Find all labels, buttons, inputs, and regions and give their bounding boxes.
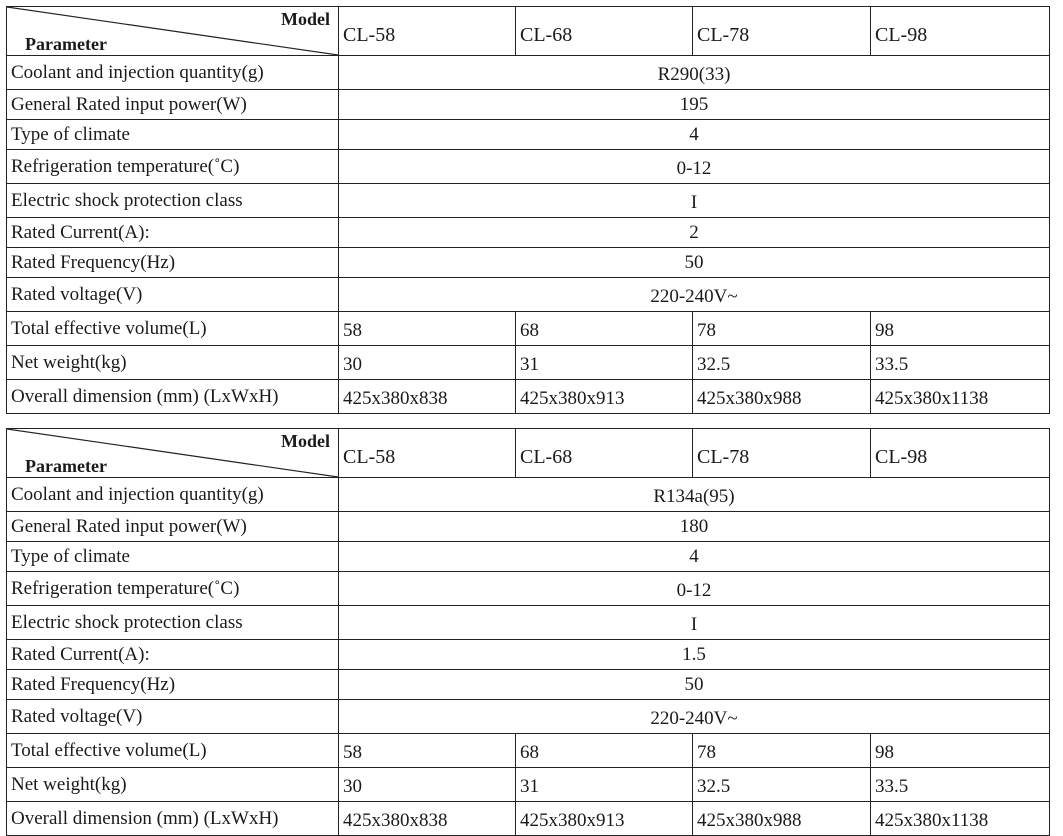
current-value: 2 <box>339 218 1050 248</box>
volume-value: 58 <box>339 312 516 346</box>
row-weight <box>7 346 1050 380</box>
row-label: Refrigeration temperature(˚C) <box>7 572 339 606</box>
coolant-value: R134a(95) <box>339 478 1050 512</box>
row-label: Rated voltage(V) <box>7 700 339 734</box>
model-header-cl98: CL-98 <box>871 7 1050 56</box>
row-label: Coolant and injection quantity(g) <box>7 478 339 512</box>
dimension-value: 425x380x1138 <box>871 380 1050 414</box>
row-climate <box>7 120 1050 150</box>
row-current <box>7 640 1050 670</box>
dimension-value: 425x380x838 <box>339 802 516 836</box>
spec-table-r134a <box>6 428 1050 836</box>
row-label: Total effective volume(L) <box>7 734 339 768</box>
row-coolant <box>7 56 1050 90</box>
weight-value: 32.5 <box>693 346 871 380</box>
model-label: Model <box>281 9 330 29</box>
dimension-value: 425x380x1138 <box>871 802 1050 836</box>
row-frequency <box>7 248 1050 278</box>
row-climate <box>7 542 1050 572</box>
weight-value: 30 <box>339 768 516 802</box>
volume-value: 98 <box>871 312 1050 346</box>
spec-table-r290 <box>6 6 1050 414</box>
row-label: Type of climate <box>7 542 339 572</box>
power-value: 180 <box>339 512 1050 542</box>
volume-value: 58 <box>339 734 516 768</box>
volume-value: 78 <box>693 734 871 768</box>
weight-value: 32.5 <box>693 768 871 802</box>
row-label: Rated Current(A): <box>7 218 339 248</box>
coolant-value: R290(33) <box>339 56 1050 90</box>
model-header-cl68: CL-68 <box>516 429 693 478</box>
model-header-cl68: CL-68 <box>516 7 693 56</box>
volume-value: 68 <box>516 734 693 768</box>
parameter-model-header <box>7 7 339 56</box>
row-temperature <box>7 572 1050 606</box>
parameter-label: Parameter <box>25 34 107 54</box>
weight-value: 33.5 <box>871 768 1050 802</box>
model-header-cl58: CL-58 <box>339 429 516 478</box>
volume-value: 78 <box>693 312 871 346</box>
row-label: Rated Frequency(Hz) <box>7 248 339 278</box>
row-label: Total effective volume(L) <box>7 312 339 346</box>
row-label: Overall dimension (mm) (LxWxH) <box>7 380 339 414</box>
row-label: Electric shock protection class <box>7 184 339 218</box>
row-label: Rated Current(A): <box>7 640 339 670</box>
row-dimension <box>7 802 1050 836</box>
row-label: Net weight(kg) <box>7 768 339 802</box>
model-header-cl98: CL-98 <box>871 429 1050 478</box>
row-voltage <box>7 700 1050 734</box>
header-row <box>7 429 1050 478</box>
row-label: Overall dimension (mm) (LxWxH) <box>7 802 339 836</box>
volume-value: 68 <box>516 312 693 346</box>
row-label: Coolant and injection quantity(g) <box>7 56 339 90</box>
dimension-value: 425x380x913 <box>516 802 693 836</box>
frequency-value: 50 <box>339 248 1050 278</box>
model-header-cl78: CL-78 <box>693 7 871 56</box>
row-temperature <box>7 150 1050 184</box>
climate-value: 4 <box>339 542 1050 572</box>
row-label: Rated voltage(V) <box>7 278 339 312</box>
row-power <box>7 512 1050 542</box>
volume-value: 98 <box>871 734 1050 768</box>
row-voltage <box>7 278 1050 312</box>
weight-value: 30 <box>339 346 516 380</box>
parameter-label: Parameter <box>25 456 107 476</box>
row-label: Refrigeration temperature(˚C) <box>7 150 339 184</box>
weight-value: 33.5 <box>871 346 1050 380</box>
row-volume <box>7 312 1050 346</box>
weight-value: 31 <box>516 768 693 802</box>
row-label: Rated Frequency(Hz) <box>7 670 339 700</box>
dimension-value: 425x380x988 <box>693 380 871 414</box>
row-shock-class <box>7 606 1050 640</box>
dimension-value: 425x380x988 <box>693 802 871 836</box>
climate-value: 4 <box>339 120 1050 150</box>
weight-value: 31 <box>516 346 693 380</box>
model-label: Model <box>281 431 330 451</box>
voltage-value: 220-240V~ <box>339 700 1050 734</box>
row-power <box>7 90 1050 120</box>
row-label: Net weight(kg) <box>7 346 339 380</box>
row-shock-class <box>7 184 1050 218</box>
frequency-value: 50 <box>339 670 1050 700</box>
row-volume <box>7 734 1050 768</box>
current-value: 1.5 <box>339 640 1050 670</box>
row-label: General Rated input power(W) <box>7 512 339 542</box>
power-value: 195 <box>339 90 1050 120</box>
parameter-model-header <box>7 429 339 478</box>
row-label: General Rated input power(W) <box>7 90 339 120</box>
model-header-cl58: CL-58 <box>339 7 516 56</box>
row-coolant <box>7 478 1050 512</box>
row-label: Electric shock protection class <box>7 606 339 640</box>
temperature-value: 0-12 <box>339 150 1050 184</box>
header-row <box>7 7 1050 56</box>
row-frequency <box>7 670 1050 700</box>
dimension-value: 425x380x838 <box>339 380 516 414</box>
voltage-value: 220-240V~ <box>339 278 1050 312</box>
row-current <box>7 218 1050 248</box>
model-header-cl78: CL-78 <box>693 429 871 478</box>
row-dimension <box>7 380 1050 414</box>
dimension-value: 425x380x913 <box>516 380 693 414</box>
shock-class-value: I <box>339 606 1050 640</box>
temperature-value: 0-12 <box>339 572 1050 606</box>
row-label: Type of climate <box>7 120 339 150</box>
shock-class-value: I <box>339 184 1050 218</box>
row-weight <box>7 768 1050 802</box>
